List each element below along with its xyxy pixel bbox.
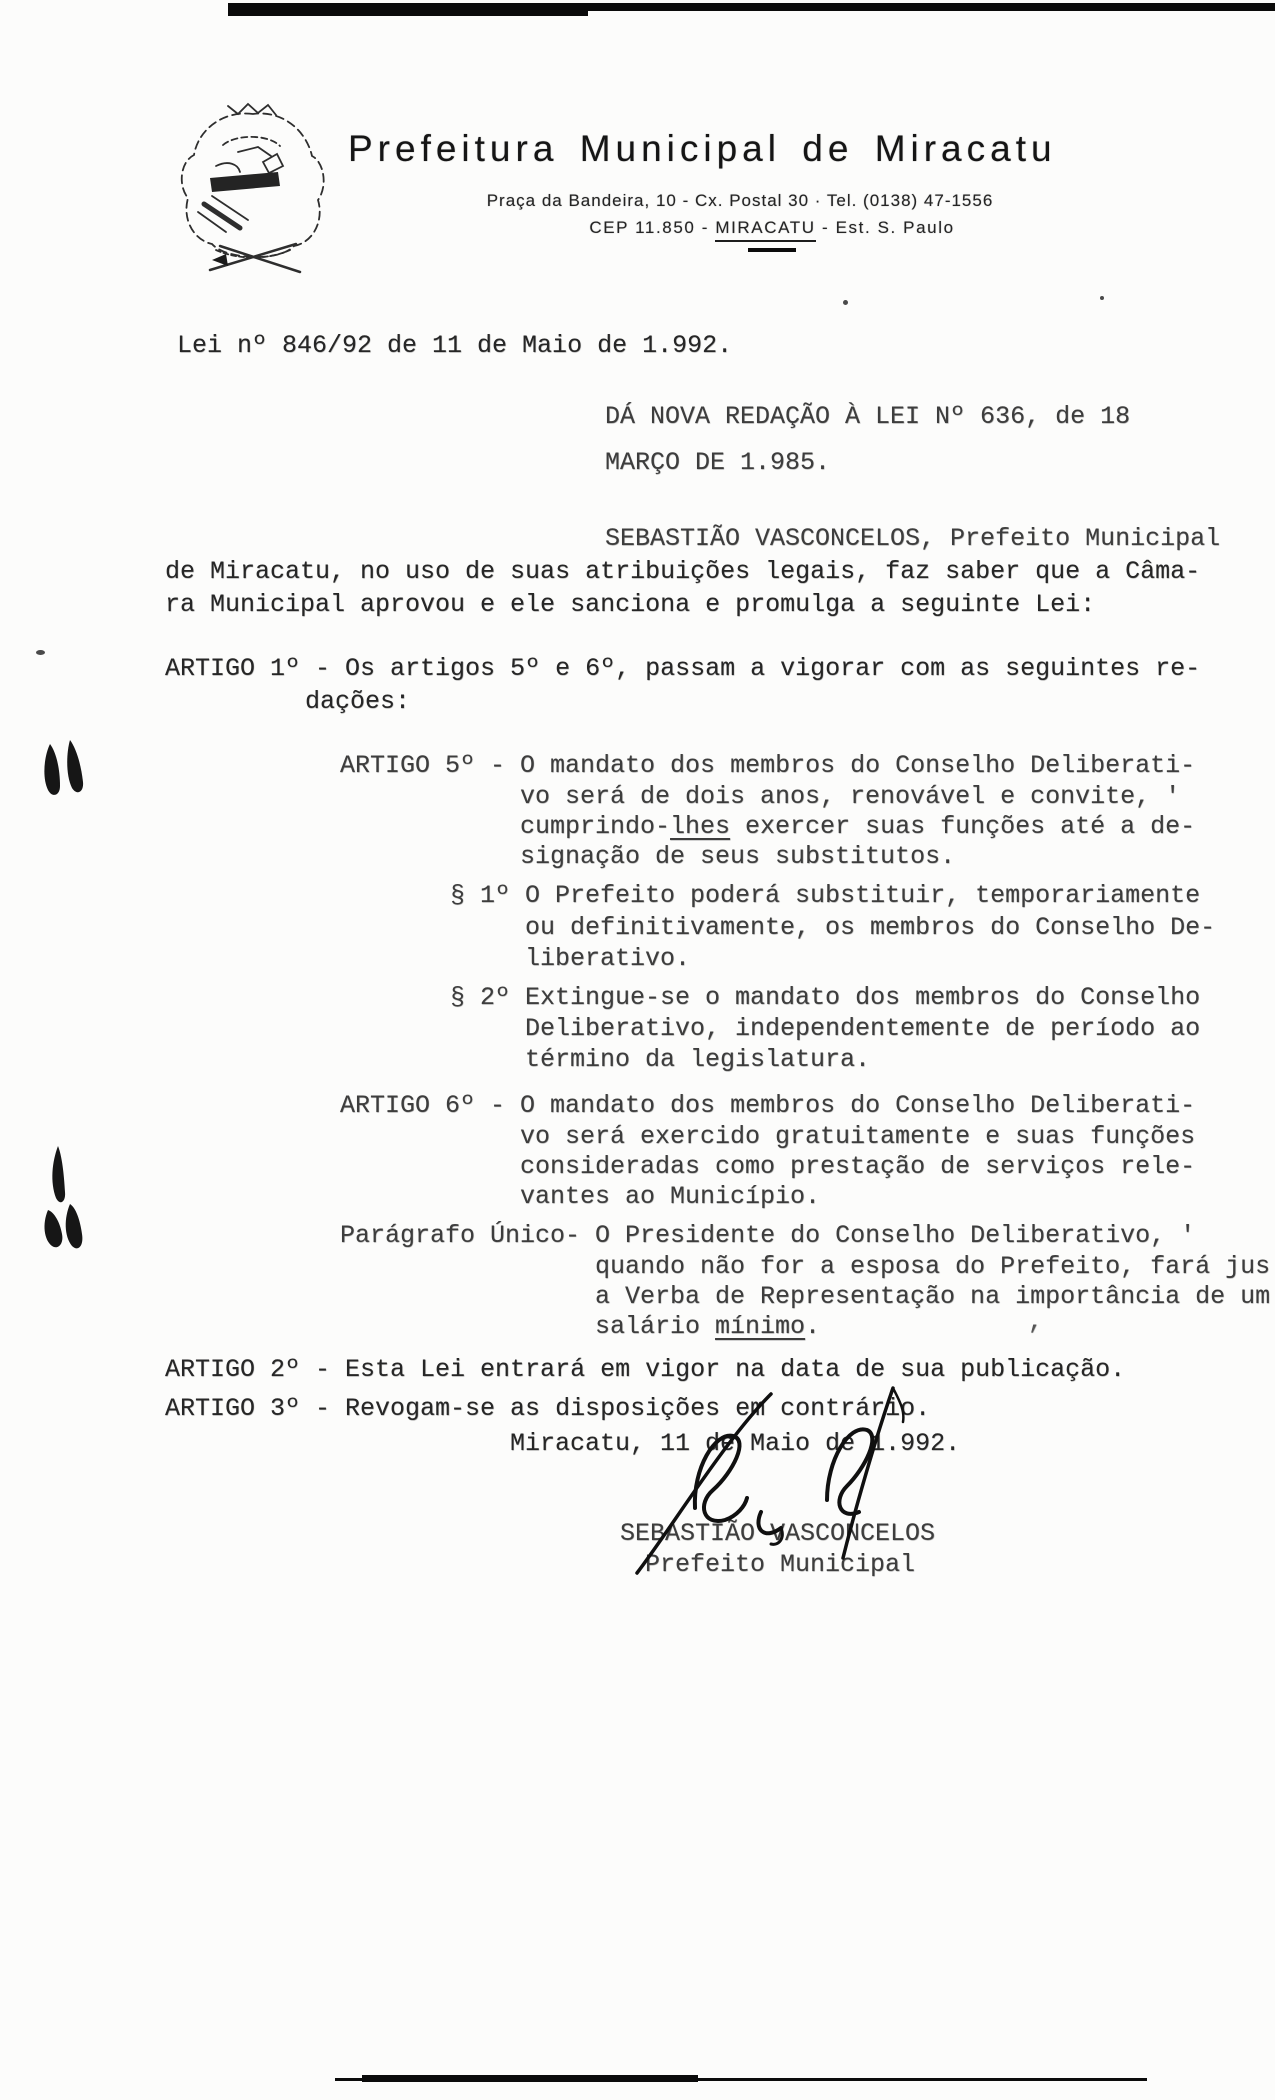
signatory-role: Prefeito Municipal xyxy=(645,1550,916,1579)
article-5-line: ARTIGO 5º - O mandato dos membros do Conselho Deliberati- xyxy=(340,751,1196,780)
preamble-line: de Miracatu, no uso de suas atribuições legais, faz saber que a Câma- xyxy=(165,557,1201,586)
sole-paragraph-line: quando não for a esposa do Prefeito, fará jus xyxy=(595,1252,1271,1281)
agency-cep: CEP 11.850 - xyxy=(589,218,716,237)
article-3-line: ARTIGO 3º - Revogam-se as disposições em contrário. xyxy=(165,1394,931,1423)
sole-paragraph-line xyxy=(595,1313,820,1340)
text-segment: exercer suas funções até a de- xyxy=(730,812,1196,841)
agency-address-line2 xyxy=(424,218,1120,238)
scan-speck xyxy=(1100,296,1104,300)
article-6-line: consideradas como prestação de serviços rele- xyxy=(520,1152,1196,1181)
article-1-line: dações: xyxy=(305,687,411,716)
epigraph-line: DÁ NOVA REDAÇÃO À LEI Nº 636, de 18 xyxy=(605,402,1131,431)
paragraph-1-line: § 1º O Prefeito poderá substituir, temporariamente xyxy=(450,881,1201,910)
city-underline-thick-dash xyxy=(748,248,796,252)
scan-speck xyxy=(36,650,45,655)
agency-name: Prefeitura Municipal de Miracatu xyxy=(348,128,1057,169)
text-segment: cumprindo- xyxy=(520,812,671,841)
scan-edge-artifact-top-thick xyxy=(228,3,588,16)
article-5-line xyxy=(520,813,1195,840)
agency-state: - Est. S. Paulo xyxy=(815,218,955,237)
signatory-name: SEBASTIÃO VASCONCELOS xyxy=(620,1519,936,1548)
article-6-line: vantes ao Município. xyxy=(520,1182,821,1211)
sole-paragraph-line: Parágrafo Único- O Presidente do Conselho Deliberativo, ' xyxy=(340,1221,1196,1250)
handwritten-signature xyxy=(575,1380,955,1575)
preamble-line: SEBASTIÃO VASCONCELOS, Prefeito Municipal xyxy=(605,524,1221,553)
article-1-line: ARTIGO 1º - Os artigos 5º e 6º, passam a vigorar com as seguintes re- xyxy=(165,654,1201,683)
agency-address-block xyxy=(360,191,1120,238)
article-6-line: ARTIGO 6º - O mandato dos membros do Conselho Deliberati- xyxy=(340,1091,1196,1120)
paragraph-2-line: Deliberativo, independentemente de período ao xyxy=(525,1014,1201,1043)
law-number-line: Lei nº 846/92 de 11 de Maio de 1.992. xyxy=(177,331,733,360)
epigraph-line: MARÇO DE 1.985. xyxy=(605,448,831,477)
article-6-line: vo será exercido gratuitamente e suas funções xyxy=(520,1122,1196,1151)
city-date-line: Miracatu, 11 de Maio de 1.992. xyxy=(510,1429,961,1458)
article-5-line: signação de seus substitutos. xyxy=(520,842,956,871)
ink-blot xyxy=(40,1200,86,1254)
agency-address-line1: Praça da Bandeira, 10 - Cx. Postal 30 · Tel. (0138) 47-1556 xyxy=(486,191,994,210)
paragraph-2-line: término da legislatura. xyxy=(525,1045,871,1074)
paragraph-1-line: ou definitivamente, os membros do Conselho De- xyxy=(525,913,1216,942)
scan-speck xyxy=(843,300,848,305)
preamble-line: ra Municipal aprovou e ele sanciona e promulga a seguinte Lei: xyxy=(165,590,1096,619)
underlined-word: lhes xyxy=(670,812,731,841)
underlined-word: mínimo xyxy=(715,1312,806,1341)
text-segment: salário xyxy=(595,1312,716,1341)
sole-paragraph-line: a Verba de Representação na importância de um xyxy=(595,1282,1271,1311)
paragraph-1-line: liberativo. xyxy=(525,944,691,973)
municipal-seal-icon xyxy=(168,100,338,275)
article-5-line: vo será de dois anos, renovável e convite, ' xyxy=(520,782,1181,811)
ink-blot xyxy=(40,738,88,802)
scan-edge-artifact-bottom-thick xyxy=(362,2075,698,2082)
agency-city: MIRACATU xyxy=(715,218,815,242)
article-2-line: ARTIGO 2º - Esta Lei entrará em vigor na data de sua publicação. xyxy=(165,1355,1126,1384)
paragraph-2-line: § 2º Extingue-se o mandato dos membros do Conselho xyxy=(450,983,1201,1012)
ink-blot xyxy=(46,1142,72,1206)
text-segment: . xyxy=(805,1312,821,1341)
stray-type-mark: , xyxy=(1028,1307,1044,1336)
